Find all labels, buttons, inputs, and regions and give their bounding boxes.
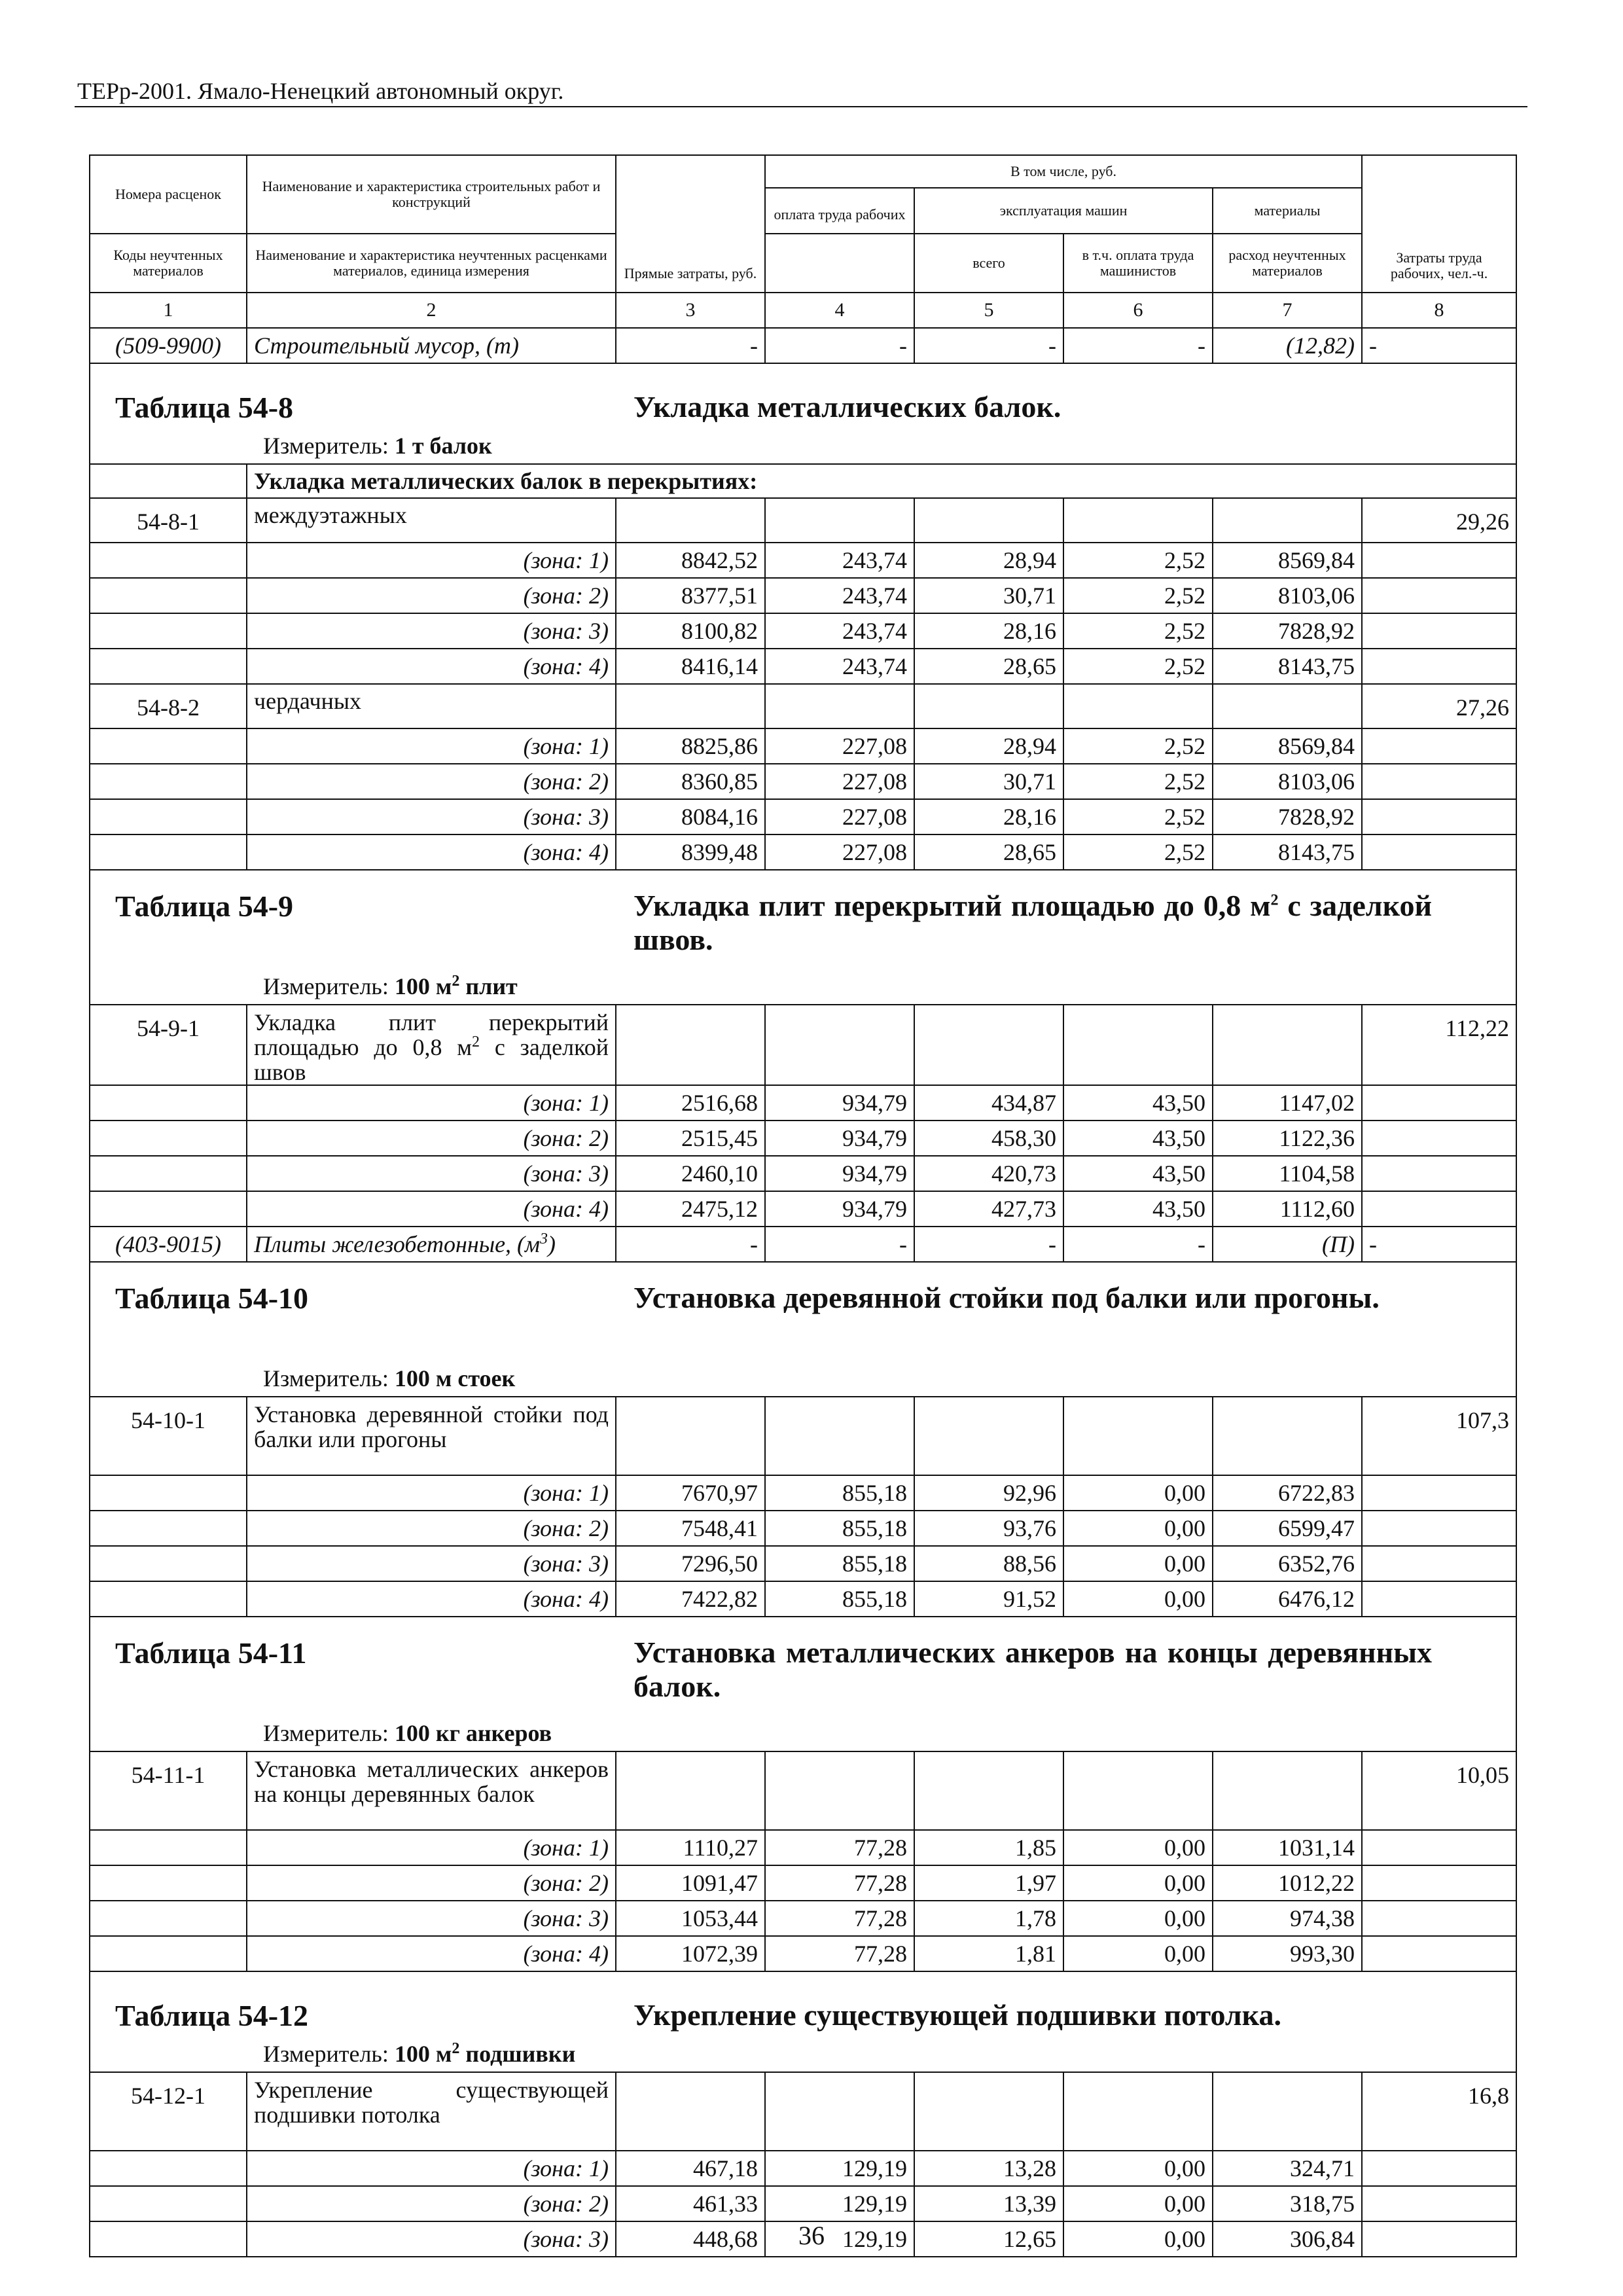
rate-name: Установка металлических анкеров на концы деревянных балок (247, 1751, 616, 1830)
table-meter: Измеритель: 100 $м^2$ плит (263, 973, 518, 999)
table-row (90, 684, 1516, 728)
table-title: Установка металлических анкеров на концы деревянных балок. (633, 1636, 1432, 1703)
zone-row: (зона: 2) 1091,47 77,28 1,97 0,00 1012,22 (90, 1865, 1516, 1901)
table-label: Таблица 54-10 (115, 1282, 309, 1316)
header-row-1 (90, 155, 1516, 188)
header-material-consumption: расход неучтенных материалов (1213, 234, 1362, 293)
zone-row: (зона: 2) 7548,41 855,18 93,76 0,00 6599,47 (90, 1511, 1516, 1546)
table-row (90, 1005, 1516, 1085)
material-cell: - (765, 1227, 914, 1262)
labor-cost: 27,26 (1362, 684, 1516, 728)
zone-row: (зона: 4) 1072,39 77,28 1,81 0,00 993,30 (90, 1936, 1516, 1971)
labor-cost: 16,8 (1362, 2072, 1516, 2151)
header-machines: эксплуатация машин (914, 188, 1213, 234)
zone-row: (зона: 3) 448,68 129,19 12,65 0,00 306,84 (90, 2221, 1516, 2257)
table-title: Установка деревянной стойки под балки или прогоны. (633, 1281, 1380, 1315)
header-rate-number: Номера расценок (90, 155, 247, 234)
zone-row: (зона: 2) 2515,45 934,79 458,30 43,50 1122,36 (90, 1121, 1516, 1156)
column-number: 8 (1362, 293, 1516, 328)
rate-name: Установка деревянной стойки под балки или прогоны (247, 1397, 616, 1475)
rate-code: 54-10-1 (90, 1397, 247, 1475)
rate-code: 54-8-1 (90, 498, 247, 543)
material-row (90, 328, 1516, 363)
table-label: Таблица 54-9 (115, 889, 294, 923)
material-cell: (П) (1213, 1227, 1362, 1262)
zone-row: (зона: 1) 1110,27 77,28 1,85 0,00 1031,14 (90, 1830, 1516, 1865)
material-cell: - (914, 328, 1063, 363)
material-name: Строительный мусор, (т) (247, 328, 616, 363)
material-cell: - (616, 328, 765, 363)
zone-row: (зона: 3) 8100,82 243,74 28,16 2,52 7828,92 (90, 613, 1516, 649)
material-cell: - (914, 1227, 1063, 1262)
table-heading-54-9 (90, 870, 1516, 1005)
labor-cost: 112,22 (1362, 1005, 1516, 1085)
material-code: (509-9900) (90, 328, 247, 363)
zone-row: (зона: 1) 467,18 129,19 13,28 0,00 324,71 (90, 2151, 1516, 2186)
header-material-codes: Коды неучтенных материалов (90, 234, 247, 293)
running-head: ТЕРр-2001. Ямало-Ненецкий автономный округ. (77, 78, 564, 104)
column-number: 5 (914, 293, 1063, 328)
material-code: (403-9015) (90, 1227, 247, 1262)
table-title: Укладка плит перекрытий площадью до 0,8 $м^2$ с заделкой швов. (633, 889, 1432, 956)
zone-row: (зона: 4) 8416,14 243,74 28,65 2,52 8143,75 (90, 649, 1516, 684)
column-numbers-row (90, 293, 1516, 328)
header-work-name: Наименование и характеристика строительных работ и конструкций (247, 155, 616, 234)
labor-cost: 107,3 (1362, 1397, 1516, 1475)
labor-cost: 29,26 (1362, 498, 1516, 543)
table-label: Таблица 54-12 (115, 1999, 309, 2033)
material-row (90, 1227, 1516, 1262)
table-row (90, 1397, 1516, 1475)
header-in-that-number: В том числе, руб. (765, 155, 1362, 188)
column-number: 3 (616, 293, 765, 328)
material-cell: - (1063, 1227, 1213, 1262)
column-number: 6 (1063, 293, 1213, 328)
zone-row: (зона: 1) 8842,52 243,74 28,94 2,52 8569,84 (90, 543, 1516, 578)
zone-row: (зона: 1) 7670,97 855,18 92,96 0,00 6722,83 (90, 1475, 1516, 1511)
zone-row: (зона: 2) 8360,85 227,08 30,71 2,52 8103,06 (90, 764, 1516, 799)
header-direct-costs: Прямые затраты, руб. (616, 155, 765, 293)
zone-row: (зона: 1) 8825,86 227,08 28,94 2,52 8569,84 (90, 728, 1516, 764)
column-number: 1 (90, 293, 247, 328)
rate-name: междуэтажных (247, 498, 616, 543)
table-row (90, 1751, 1516, 1830)
material-cell: - (616, 1227, 765, 1262)
zone-row: (зона: 4) 7422,82 855,18 91,52 0,00 6476,12 (90, 1581, 1516, 1617)
table-title: Укрепление существующей подшивки потолка. (633, 1998, 1281, 2032)
material-cell: - (1362, 1227, 1516, 1262)
zone-row: (зона: 3) 8084,16 227,08 28,16 2,52 7828,92 (90, 799, 1516, 834)
zone-row: (зона: 3) 1053,44 77,28 1,78 0,00 974,38 (90, 1901, 1516, 1936)
table-heading-54-8 (90, 363, 1516, 464)
table-heading-54-10 (90, 1262, 1516, 1397)
table-subheading: Укладка металлических балок в перекрытиях: (90, 464, 1516, 498)
zone-row: (зона: 2) 461,33 129,19 13,39 0,00 318,75 (90, 2186, 1516, 2221)
table-row (90, 498, 1516, 543)
table-heading-54-11 (90, 1617, 1516, 1751)
zone-row: (зона: 3) 2460,10 934,79 420,73 43,50 1104,58 (90, 1156, 1516, 1191)
page-number: 36 (798, 2221, 825, 2250)
header-material-names: Наименование и характеристика неучтенных расценками материалов, единица измерения (247, 234, 616, 293)
column-number: 4 (765, 293, 914, 328)
table-meter: Измеритель: 1 т балок (263, 433, 492, 459)
rate-code: 54-11-1 (90, 1751, 247, 1830)
labor-cost: 10,05 (1362, 1751, 1516, 1830)
zone-row: (зона: 3) 7296,50 855,18 88,56 0,00 6352,76 (90, 1546, 1516, 1581)
table-meter: Измеритель: 100 кг анкеров (263, 1720, 552, 1747)
header-wages: оплата труда рабочих (765, 188, 914, 234)
table-label: Таблица 54-8 (115, 391, 294, 424)
rate-code: 54-9-1 (90, 1005, 247, 1085)
header-machines-total: всего (914, 234, 1063, 293)
table-heading-54-12 (90, 1971, 1516, 2072)
material-cell: - (765, 328, 914, 363)
table-row (90, 2072, 1516, 2151)
rate-name: Укрепление существующей подшивки потолка (247, 2072, 616, 2151)
material-cell: (12,82) (1213, 328, 1362, 363)
table-label: Таблица 54-11 (115, 1636, 307, 1670)
material-name: Плиты железобетонные, $(м^3)$ (247, 1227, 616, 1262)
table-meter: Измеритель: 100 $м^2$ подшивки (263, 2040, 576, 2068)
header-materials: материалы (1213, 188, 1362, 234)
table-meter: Измеритель: 100 м стоек (263, 1365, 516, 1392)
zone-row: (зона: 4) 2475,12 934,79 427,73 43,50 1112,60 (90, 1191, 1516, 1227)
rate-code: 54-8-2 (90, 684, 247, 728)
header-machinist-wages: в т.ч. оплата труда машинистов (1063, 234, 1213, 293)
rate-name: чердачных (247, 684, 616, 728)
column-number: 2 (247, 293, 616, 328)
zone-row: (зона: 4) 8399,48 227,08 28,65 2,52 8143,75 (90, 834, 1516, 870)
rate-code: 54-12-1 (90, 2072, 247, 2151)
table-title: Укладка металлических балок. (633, 390, 1061, 423)
material-cell: - (1362, 328, 1516, 363)
zone-row: (зона: 1) 2516,68 934,79 434,87 43,50 1147,02 (90, 1085, 1516, 1121)
header-rule (75, 106, 1527, 107)
material-cell: - (1063, 328, 1213, 363)
zone-row: (зона: 2) 8377,51 243,74 30,71 2,52 8103,06 (90, 578, 1516, 613)
estimate-table (89, 154, 1517, 2257)
rate-name: Укладка плит перекрытий площадью до 0,8 $м^2$ с заделкой швов (247, 1005, 616, 1085)
header-labor-costs: Затраты труда рабочих, чел.-ч. (1362, 155, 1516, 293)
column-number: 7 (1213, 293, 1362, 328)
